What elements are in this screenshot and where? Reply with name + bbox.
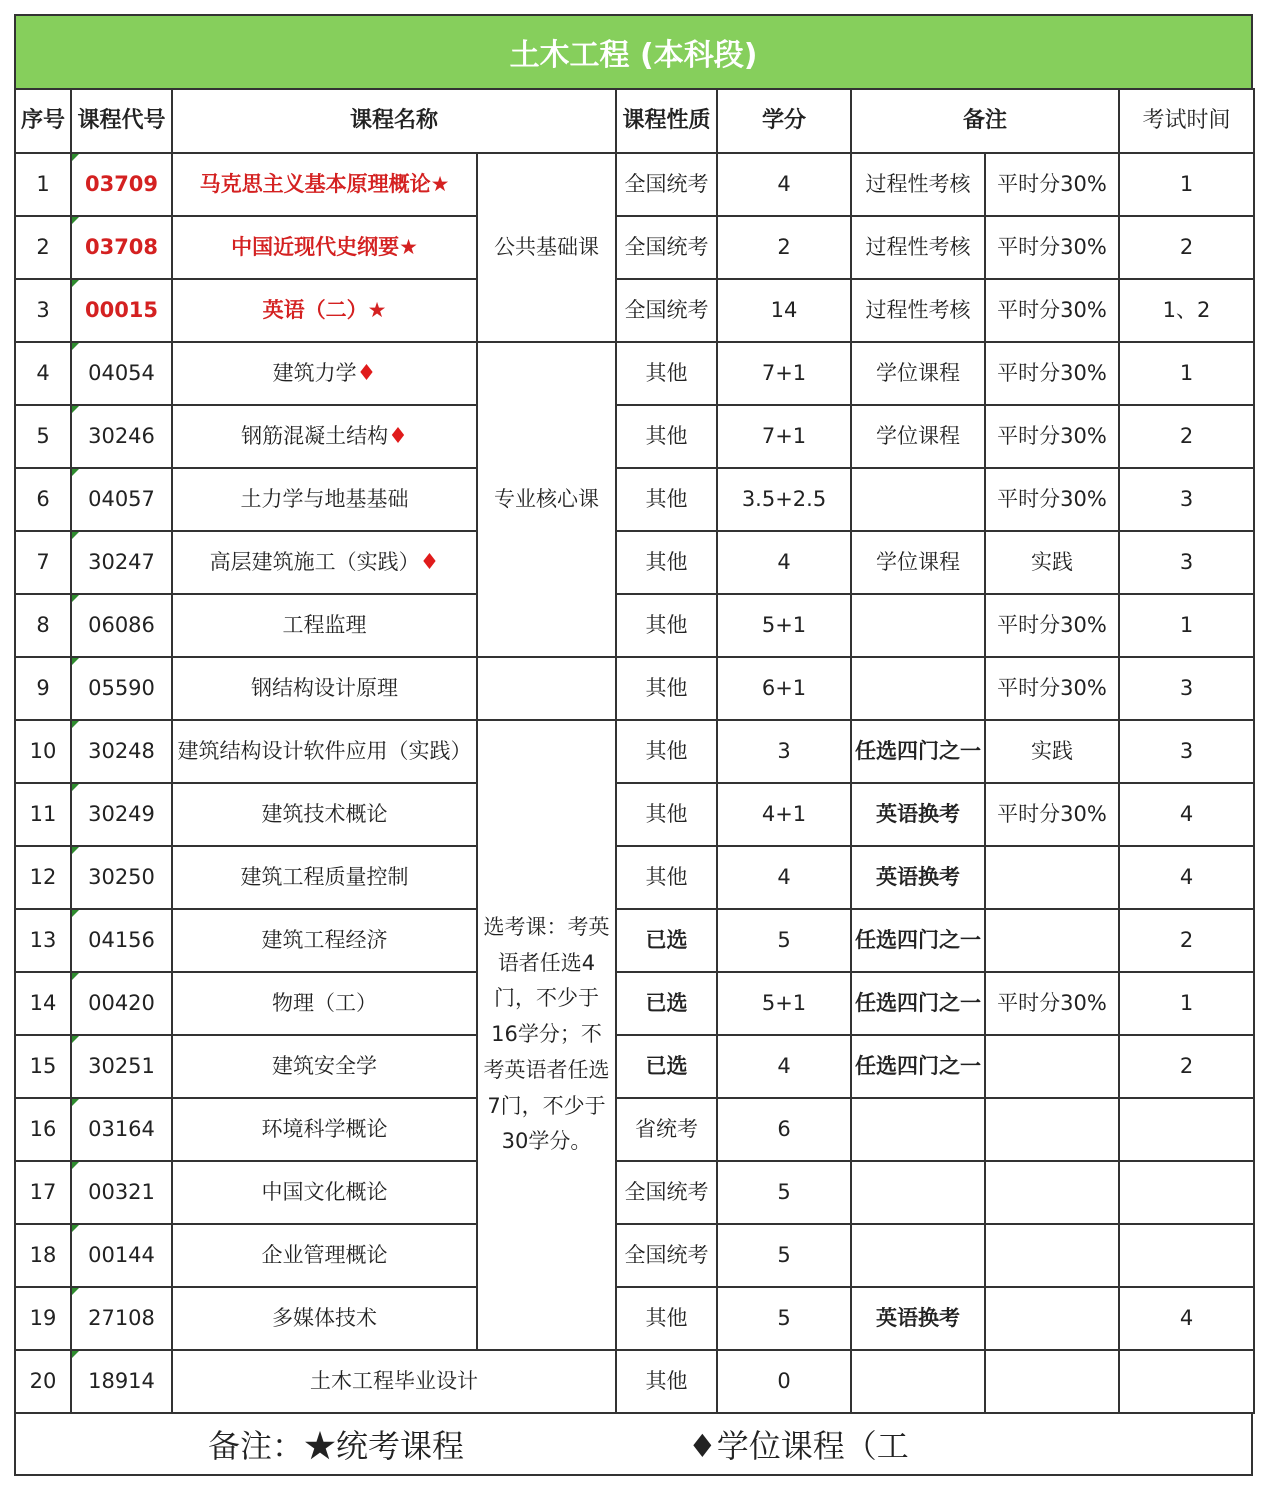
row-name (172, 972, 477, 1035)
row-remark-1 (851, 1350, 985, 1413)
row-exam-time: 3 (1119, 657, 1254, 720)
row-nature: 全国统考 (616, 153, 717, 216)
row-name: 土木工程毕业设计 (172, 1350, 616, 1413)
row-nature: 省统考 (616, 1098, 717, 1161)
row-credit: 7+1 (717, 405, 851, 468)
row-nature: 其他 (616, 720, 717, 783)
row-code: 00420 (71, 972, 172, 1035)
row-name (172, 1224, 477, 1287)
row-credit: 5 (717, 1161, 851, 1224)
row-exam-time: 1 (1119, 972, 1254, 1035)
group-public: 公共基础课 (477, 153, 616, 342)
diamond-icon: ♦ (419, 549, 440, 575)
row-seq: 13 (15, 909, 71, 972)
row-remark-1 (851, 657, 985, 720)
row-remark-2 (985, 909, 1119, 972)
row-seq: 10 (15, 720, 71, 783)
row-credit: 0 (717, 1350, 851, 1413)
row-credit: 4 (717, 153, 851, 216)
row-remark-1: 任选四门之一 (851, 720, 985, 783)
row-credit: 4+1 (717, 783, 851, 846)
row-remark-2: 平时分30% (985, 783, 1119, 846)
row-exam-time: 2 (1119, 216, 1254, 279)
row-code: 00015 (71, 279, 172, 342)
footer-note (14, 1414, 1253, 1476)
row-name-text: 企业管理概论 (261, 1243, 388, 1268)
row-remark-2: 平时分30% (985, 657, 1119, 720)
row-seq: 18 (15, 1224, 71, 1287)
row-code: 04057 (71, 468, 172, 531)
table-row (15, 1035, 1254, 1098)
row-credit: 4 (717, 1035, 851, 1098)
row-exam-time: 3 (1119, 531, 1254, 594)
row-name (172, 1287, 477, 1350)
table-row (15, 279, 1254, 342)
row-nature: 已选 (616, 972, 717, 1035)
row-name-text: 建筑技术概论 (261, 802, 388, 827)
row-code: 03709 (71, 153, 172, 216)
row-nature: 其他 (616, 783, 717, 846)
row-remark-2: 实践 (985, 720, 1119, 783)
row-remark-2: 实践 (985, 531, 1119, 594)
row-nature: 其他 (616, 1350, 717, 1413)
header-seq: 序号 (15, 89, 71, 153)
header-code: 课程代号 (71, 89, 172, 153)
row-seq: 1 (15, 153, 71, 216)
table-row (15, 1287, 1254, 1350)
header-remark: 备注 (851, 89, 1119, 153)
row-seq: 3 (15, 279, 71, 342)
row-remark-1: 英语换考 (851, 1287, 985, 1350)
row-exam-time (1119, 1161, 1254, 1224)
row-code: 18914 (71, 1350, 172, 1413)
table-body (15, 153, 1254, 1413)
row-nature: 其他 (616, 657, 717, 720)
row-name (172, 342, 477, 405)
row-remark-1: 学位课程 (851, 342, 985, 405)
table-row (15, 468, 1254, 531)
row-nature: 全国统考 (616, 279, 717, 342)
row-remark-1 (851, 1098, 985, 1161)
row-seq: 9 (15, 657, 71, 720)
row-exam-time: 1 (1119, 342, 1254, 405)
row-remark-2 (985, 1287, 1119, 1350)
group-core: 专业核心课 (477, 342, 616, 657)
row-seq: 11 (15, 783, 71, 846)
row-remark-1: 过程性考核 (851, 153, 985, 216)
row-remark-2 (985, 1350, 1119, 1413)
row-seq: 12 (15, 846, 71, 909)
row-remark-2 (985, 1224, 1119, 1287)
footer-diamond-note: ♦学位课程（工 (688, 1427, 909, 1465)
row-remark-2: 平时分30% (985, 216, 1119, 279)
row-credit: 14 (717, 279, 851, 342)
row-name (172, 468, 477, 531)
row-nature: 已选 (616, 909, 717, 972)
row-code: 30248 (71, 720, 172, 783)
row-nature: 全国统考 (616, 1224, 717, 1287)
row-seq: 2 (15, 216, 71, 279)
row-nature: 全国统考 (616, 1161, 717, 1224)
row-seq: 6 (15, 468, 71, 531)
table-row (15, 720, 1254, 783)
row-remark-2 (985, 1161, 1119, 1224)
row-name (172, 279, 477, 342)
row-name-text: 环境科学概论 (261, 1117, 388, 1142)
row-name (172, 783, 477, 846)
row-exam-time: 4 (1119, 846, 1254, 909)
row-name-text: 建筑力学 (272, 360, 357, 385)
row-seq: 7 (15, 531, 71, 594)
table-row (15, 1224, 1254, 1287)
row-exam-time: 3 (1119, 720, 1254, 783)
row-code: 04054 (71, 342, 172, 405)
row-name (172, 1161, 477, 1224)
header-nature: 课程性质 (616, 89, 717, 153)
row-exam-time: 2 (1119, 405, 1254, 468)
row-credit: 2 (717, 216, 851, 279)
table-row (15, 405, 1254, 468)
row-exam-time: 3 (1119, 468, 1254, 531)
row-name-text: 英语（二）★ (262, 298, 387, 323)
table-row (15, 1161, 1254, 1224)
row-credit: 4 (717, 531, 851, 594)
row-nature: 其他 (616, 531, 717, 594)
row-name (172, 594, 477, 657)
row-nature: 其他 (616, 594, 717, 657)
row-name-text: 多媒体技术 (272, 1306, 377, 1331)
row-name (172, 216, 477, 279)
row-name-text: 建筑结构设计软件应用（实践） (177, 739, 472, 764)
row-remark-1: 任选四门之一 (851, 909, 985, 972)
row-nature: 其他 (616, 342, 717, 405)
row-code: 27108 (71, 1287, 172, 1350)
row-exam-time: 4 (1119, 783, 1254, 846)
header-name: 课程名称 (172, 89, 616, 153)
row-remark-1: 过程性考核 (851, 216, 985, 279)
row-credit: 5+1 (717, 972, 851, 1035)
header-exam-time: 考试时间 (1119, 89, 1254, 153)
row-code: 03708 (71, 216, 172, 279)
row-name-text: 马克思主义基本原理概论★ (199, 172, 450, 197)
row-credit: 6 (717, 1098, 851, 1161)
row-code: 30250 (71, 846, 172, 909)
row-exam-time: 2 (1119, 909, 1254, 972)
row-credit: 3.5+2.5 (717, 468, 851, 531)
row-code: 30247 (71, 531, 172, 594)
diamond-icon: ♦ (356, 360, 377, 386)
row-remark-1: 英语换考 (851, 783, 985, 846)
row-remark-2: 平时分30% (985, 972, 1119, 1035)
table-row (15, 531, 1254, 594)
group-empty (477, 657, 616, 720)
row-name (172, 405, 477, 468)
row-name-text: 钢筋混凝土结构 (241, 423, 389, 448)
row-name (172, 153, 477, 216)
row-code: 00321 (71, 1161, 172, 1224)
table-row (15, 153, 1254, 216)
group-elective: 选考课：考英语者任选4门，不少于16学分；不考英语者任选7门，不少于30学分。 (477, 720, 616, 1350)
table-row (15, 1350, 1254, 1413)
header-row (15, 89, 1254, 153)
row-remark-2: 平时分30% (985, 153, 1119, 216)
curriculum-table (14, 88, 1255, 1414)
row-seq: 20 (15, 1350, 71, 1413)
row-name-text: 高层建筑施工（实践） (209, 549, 420, 574)
row-seq: 15 (15, 1035, 71, 1098)
row-remark-1 (851, 468, 985, 531)
row-exam-time (1119, 1350, 1254, 1413)
row-nature: 其他 (616, 405, 717, 468)
row-remark-1: 任选四门之一 (851, 972, 985, 1035)
row-credit: 4 (717, 846, 851, 909)
row-name-text: 物理（工） (272, 991, 377, 1016)
row-exam-time: 2 (1119, 1035, 1254, 1098)
row-credit: 6+1 (717, 657, 851, 720)
row-seq: 4 (15, 342, 71, 405)
row-remark-2 (985, 1098, 1119, 1161)
row-remark-2 (985, 1035, 1119, 1098)
header-credit: 学分 (717, 89, 851, 153)
row-code: 30251 (71, 1035, 172, 1098)
row-exam-time (1119, 1224, 1254, 1287)
table-row (15, 846, 1254, 909)
row-nature: 其他 (616, 846, 717, 909)
row-remark-1: 任选四门之一 (851, 1035, 985, 1098)
row-name (172, 1098, 477, 1161)
row-remark-1: 学位课程 (851, 405, 985, 468)
row-exam-time: 1 (1119, 153, 1254, 216)
row-name (172, 657, 477, 720)
row-name-text: 钢结构设计原理 (251, 676, 398, 701)
row-name-text: 建筑安全学 (272, 1054, 377, 1079)
row-nature: 其他 (616, 1287, 717, 1350)
footer-star-note: 备注：★统考课程 (208, 1427, 465, 1465)
row-seq: 14 (15, 972, 71, 1035)
row-remark-2 (985, 846, 1119, 909)
row-nature: 已选 (616, 1035, 717, 1098)
table-row (15, 972, 1254, 1035)
row-seq: 8 (15, 594, 71, 657)
row-seq: 16 (15, 1098, 71, 1161)
row-remark-1: 英语换考 (851, 846, 985, 909)
row-remark-1 (851, 1224, 985, 1287)
row-name (172, 846, 477, 909)
row-exam-time: 1 (1119, 594, 1254, 657)
row-name-text: 土力学与地基基础 (240, 487, 409, 512)
row-code: 06086 (71, 594, 172, 657)
row-name (172, 720, 477, 783)
curriculum-sheet (14, 14, 1253, 1476)
page-title: 土木工程 (本科段) (14, 14, 1253, 88)
row-code: 04156 (71, 909, 172, 972)
row-remark-1 (851, 1161, 985, 1224)
table-row (15, 909, 1254, 972)
row-name (172, 1035, 477, 1098)
table-row (15, 1098, 1254, 1161)
table-row (15, 216, 1254, 279)
row-name-text: 建筑工程经济 (261, 928, 388, 953)
row-remark-2: 平时分30% (985, 342, 1119, 405)
row-code: 30249 (71, 783, 172, 846)
row-exam-time: 1、2 (1119, 279, 1254, 342)
table-row (15, 657, 1254, 720)
row-remark-2: 平时分30% (985, 468, 1119, 531)
row-seq: 17 (15, 1161, 71, 1224)
row-nature: 全国统考 (616, 216, 717, 279)
row-remark-1 (851, 594, 985, 657)
row-name (172, 531, 477, 594)
row-credit: 5 (717, 1287, 851, 1350)
row-remark-1: 学位课程 (851, 531, 985, 594)
table-row (15, 594, 1254, 657)
row-name (172, 909, 477, 972)
row-seq: 19 (15, 1287, 71, 1350)
row-code: 05590 (71, 657, 172, 720)
row-credit: 5 (717, 1224, 851, 1287)
row-name-text: 建筑工程质量控制 (240, 865, 409, 890)
row-credit: 3 (717, 720, 851, 783)
row-credit: 7+1 (717, 342, 851, 405)
row-exam-time (1119, 1098, 1254, 1161)
row-code: 00144 (71, 1224, 172, 1287)
row-credit: 5+1 (717, 594, 851, 657)
row-nature: 其他 (616, 468, 717, 531)
table-row (15, 342, 1254, 405)
row-credit: 5 (717, 909, 851, 972)
row-name-text: 中国近现代史纲要★ (231, 235, 418, 260)
row-name-text: 工程监理 (282, 613, 367, 638)
row-remark-1: 过程性考核 (851, 279, 985, 342)
row-name-text: 中国文化概论 (261, 1180, 388, 1205)
row-remark-2: 平时分30% (985, 279, 1119, 342)
row-remark-2: 平时分30% (985, 405, 1119, 468)
row-code: 03164 (71, 1098, 172, 1161)
row-seq: 5 (15, 405, 71, 468)
row-exam-time: 4 (1119, 1287, 1254, 1350)
row-code: 30246 (71, 405, 172, 468)
table-row (15, 783, 1254, 846)
diamond-icon: ♦ (388, 423, 408, 449)
row-remark-2: 平时分30% (985, 594, 1119, 657)
